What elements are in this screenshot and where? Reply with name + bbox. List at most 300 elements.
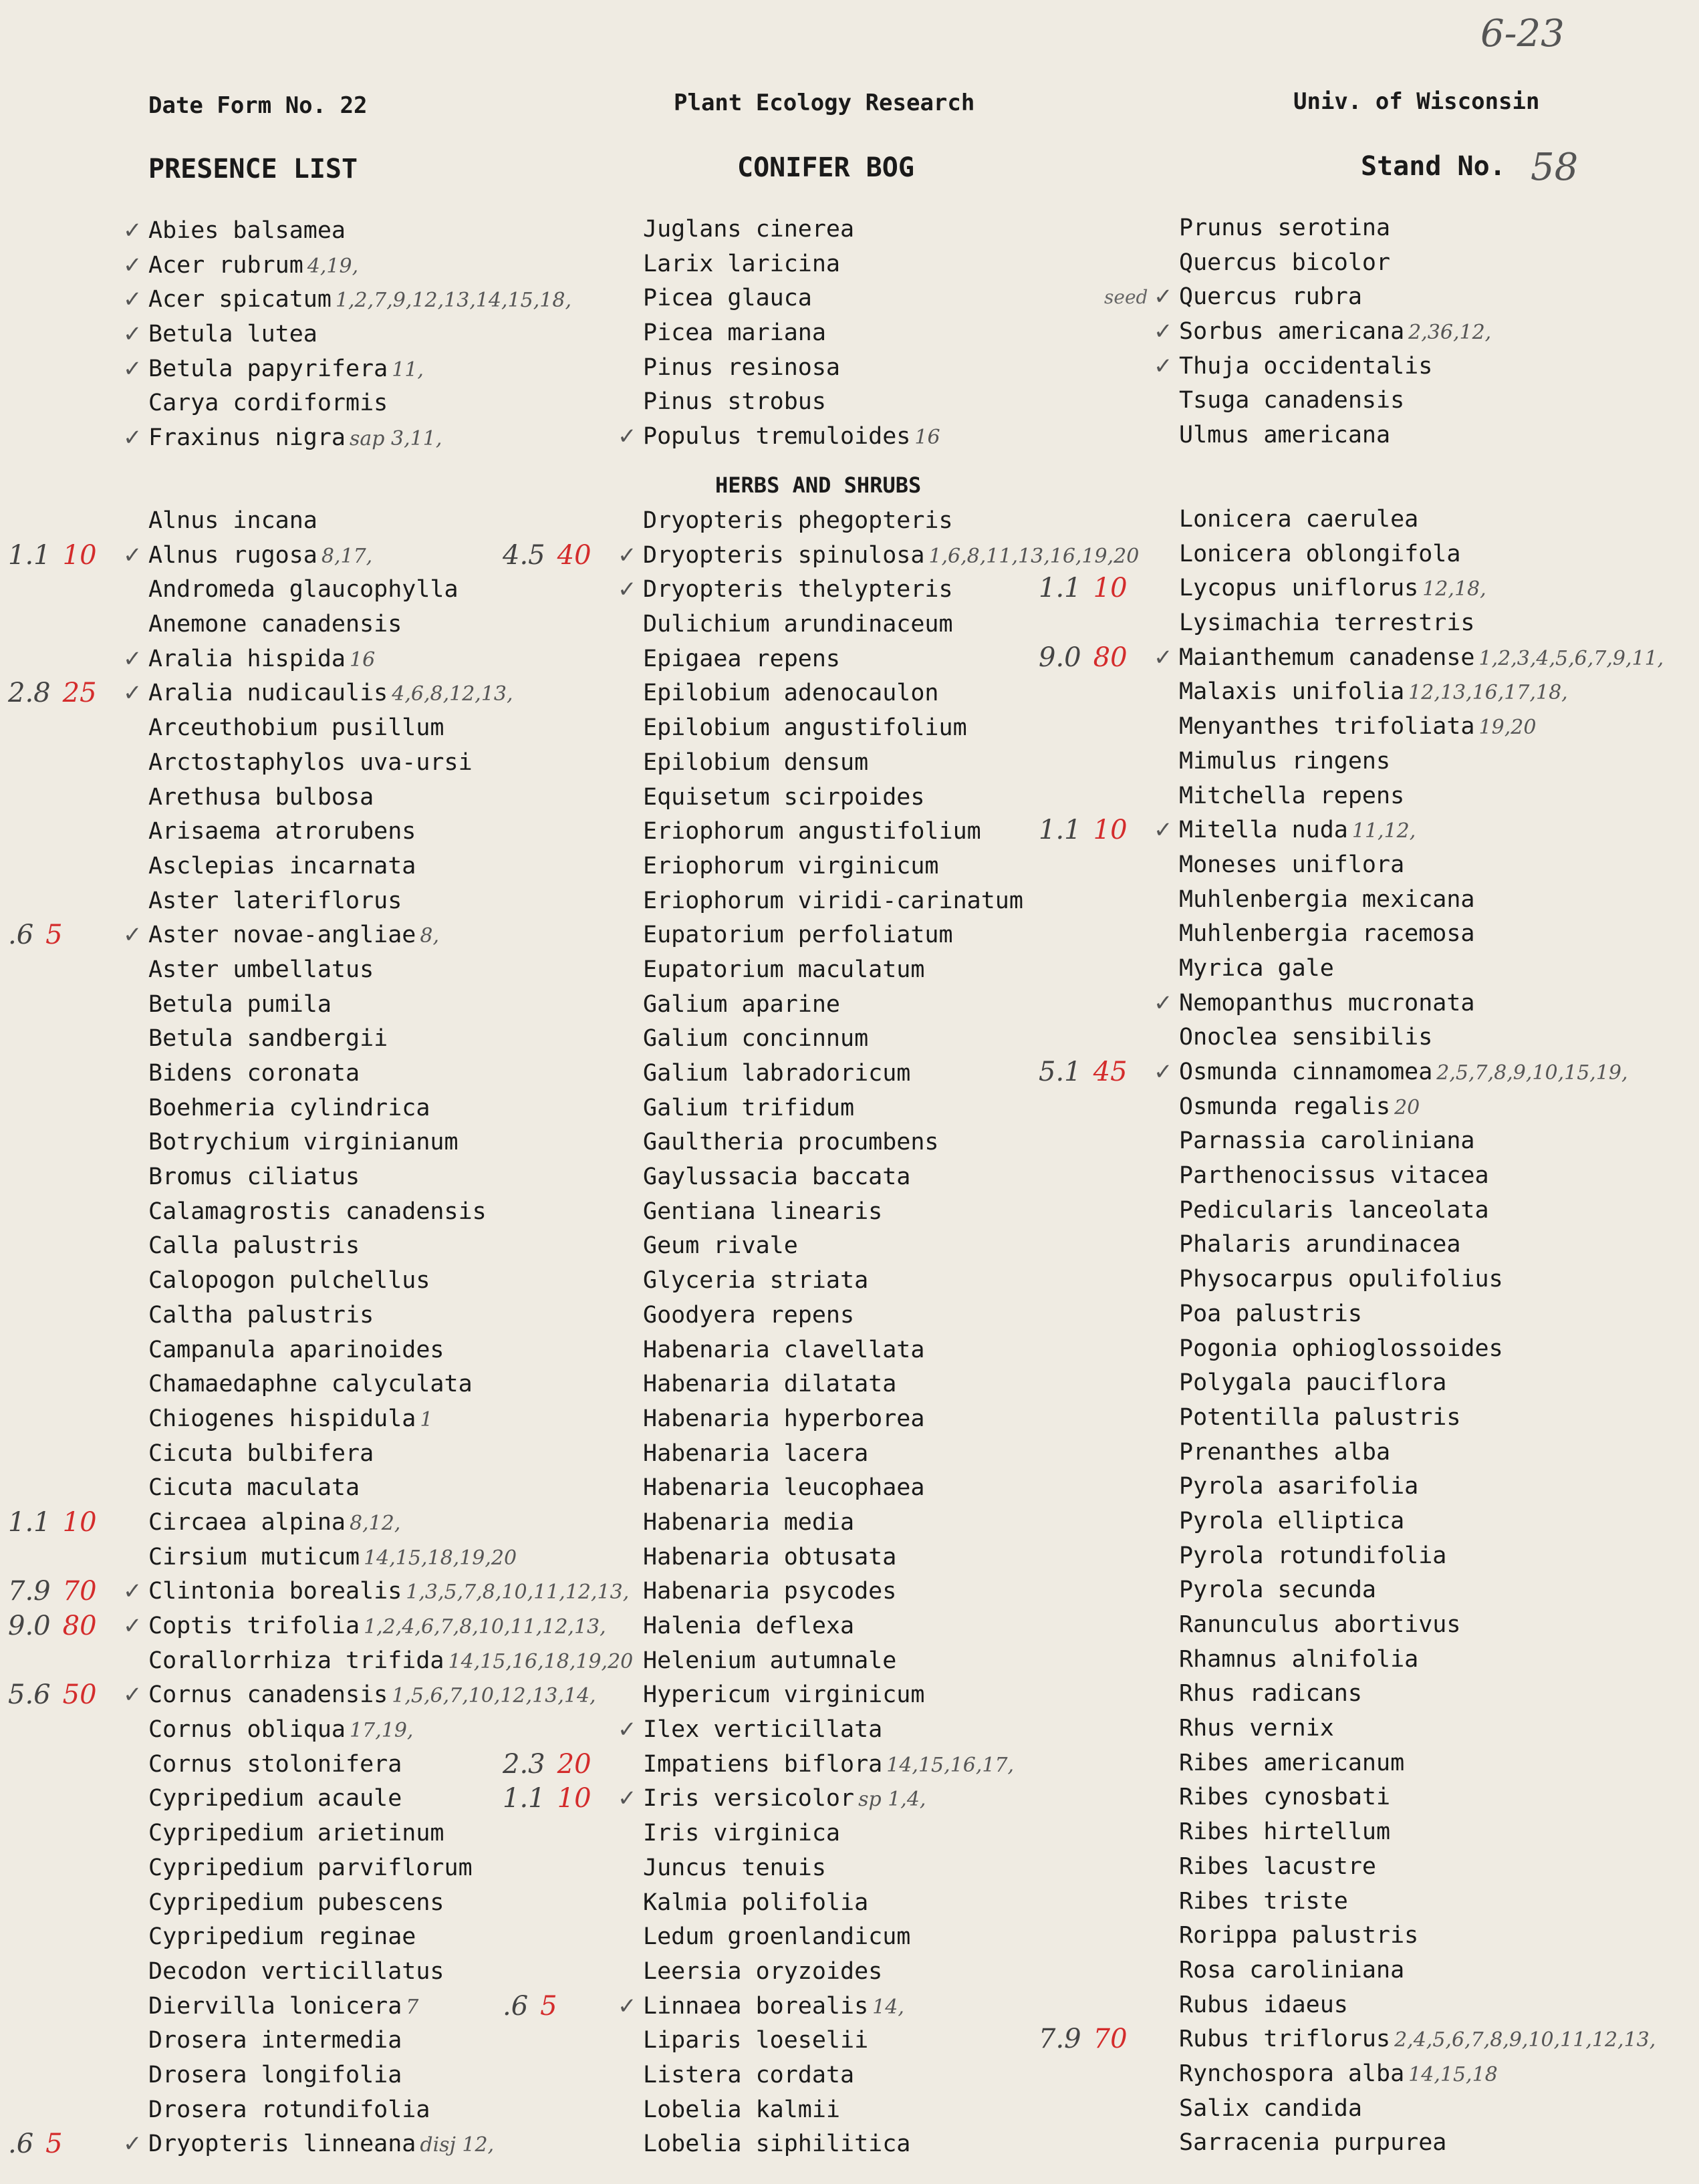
species-row — [148, 1333, 633, 1368]
species-name: Arisaema atrorubens — [148, 818, 416, 845]
species-row — [1179, 1643, 1664, 1677]
species-row — [1179, 1090, 1664, 1125]
species-name: Eupatorium perfoliatum — [643, 922, 953, 949]
species-name: Habenaria obtusata — [643, 1543, 897, 1571]
species-row — [643, 1644, 1139, 1679]
frequency-value: 9.0 — [1039, 642, 1081, 673]
species-row — [643, 1886, 1139, 1921]
percent-value: 45 — [1093, 1057, 1128, 1087]
frequency-value: 5.1 — [1039, 1057, 1081, 1087]
species-name: Pyrola asarifolia — [1179, 1473, 1419, 1500]
frequency-annotation — [1039, 571, 1128, 606]
species-name: Prunus serotina — [1179, 215, 1391, 241]
species-name: Epilobium adenocaulon — [643, 680, 939, 707]
species-name: Polygala pauciflora — [1179, 1369, 1447, 1397]
species-row — [1179, 952, 1664, 986]
species-row — [8, 1506, 633, 1540]
checkmark-icon: ✓ — [618, 576, 637, 603]
species-name: Kalmia polifolia — [643, 1889, 869, 1916]
species-name: Ilex verticillata — [643, 1716, 883, 1744]
species-name: Ledum groenlandicum — [643, 1923, 911, 1951]
handwritten-note: 7 — [406, 1995, 419, 2019]
handwritten-note: 4,6,8,12,13, — [392, 682, 513, 706]
species-name: Pyrola secunda — [1179, 1577, 1377, 1604]
species-name: Mitchella repens — [1179, 782, 1405, 809]
species-row — [148, 711, 633, 746]
species-row — [8, 1575, 633, 1609]
species-name: Caltha palustris — [148, 1301, 374, 1329]
species-name: Rubus triflorus — [1179, 2026, 1391, 2053]
species-name: Prenanthes alba — [1179, 1438, 1391, 1466]
species-row — [123, 214, 571, 249]
species-name: Muhlenbergia mexicana — [1179, 885, 1475, 913]
handwritten-note: 20 — [1394, 1095, 1420, 1119]
species-name: Impatiens biflora — [643, 1750, 883, 1778]
species-row — [148, 1229, 633, 1264]
species-name: Menyanthes trifoliata — [1179, 713, 1475, 740]
frequency-annotation — [503, 1782, 592, 1816]
species-row — [643, 884, 1139, 919]
species-row — [643, 746, 1139, 781]
handwritten-note: 8,17, — [321, 544, 373, 568]
frequency-value: 1.1 — [503, 1783, 545, 1814]
species-row — [1154, 350, 1491, 384]
species-name: Epilobium angustifolium — [643, 714, 967, 742]
species-row — [643, 1471, 1139, 1506]
handwritten-note: 1,5,6,7,10,12,13,14, — [392, 1684, 596, 1708]
stand-label: Stand No. — [1361, 151, 1506, 182]
checkmark-icon: ✓ — [618, 1785, 637, 1812]
species-row — [148, 1057, 633, 1091]
species-name: Geum rivale — [643, 1232, 798, 1260]
species-name: Chamaedaphne calyculata — [148, 1371, 473, 1398]
species-name: Osmunda cinnamomea — [1179, 1059, 1433, 1085]
species-row — [1179, 1401, 1664, 1436]
species-row — [148, 504, 633, 539]
species-row — [123, 249, 571, 283]
checkmark-icon: ✓ — [618, 423, 637, 450]
handwritten-note: 14,15,18,19,20 — [364, 1546, 517, 1570]
species-row — [148, 2058, 633, 2093]
handwritten-note: 12,18, — [1422, 577, 1486, 601]
species-name: Bidens coronata — [148, 1060, 360, 1087]
species-row — [148, 1402, 633, 1437]
species-name: Fraxinus nigra — [148, 424, 346, 452]
checkmark-icon: ✓ — [1154, 817, 1173, 844]
frequency-value: 9.0 — [8, 1611, 51, 1641]
species-row — [1179, 883, 1664, 918]
species-name: Gaultheria procumbens — [643, 1129, 939, 1156]
species-row — [148, 953, 633, 988]
species-name: Betula pumila — [148, 990, 332, 1018]
species-row — [1179, 537, 1664, 572]
species-row — [1104, 280, 1491, 315]
species-row — [148, 1125, 633, 1160]
species-name: Sorbus americana — [1179, 318, 1405, 346]
species-row — [1179, 710, 1664, 744]
species-row — [1179, 1124, 1664, 1159]
species-name: Pyrola rotundifolia — [1179, 1542, 1447, 1569]
frequency-value: .6 — [8, 920, 34, 951]
species-name: Liparis loeselii — [643, 2027, 869, 2054]
species-row — [148, 1471, 633, 1506]
species-name: Clintonia borealis — [148, 1578, 402, 1605]
species-row — [1179, 1850, 1664, 1885]
handwritten-note: 14,15,16,17, — [886, 1753, 1015, 1777]
checkmark-icon: ✓ — [1154, 1059, 1173, 1085]
species-name: Galium labradoricum — [643, 1060, 911, 1087]
species-name: Rynchospora alba — [1179, 2060, 1405, 2087]
species-name: Potentilla palustris — [1179, 1403, 1461, 1431]
species-name: Populus tremuloides — [643, 423, 911, 450]
checkmark-icon: ✓ — [123, 217, 142, 244]
handwritten-note: 11, — [392, 358, 424, 382]
species-row — [643, 1022, 1139, 1057]
species-name: Picea glauca — [643, 285, 812, 312]
species-row — [8, 1678, 633, 1713]
species-name: Dryopteris phegopteris — [643, 507, 953, 534]
handwritten-note: 8,12, — [350, 1511, 401, 1535]
species-name: Quercus rubra — [1179, 283, 1362, 311]
species-name: Rhus radicans — [1179, 1680, 1362, 1708]
species-name: Acer rubrum — [148, 251, 303, 279]
species-row — [1039, 2022, 1664, 2057]
species-row — [148, 1299, 633, 1333]
species-row — [1179, 1573, 1664, 1608]
checkmark-icon: ✓ — [123, 680, 142, 707]
species-row — [643, 1402, 1139, 1437]
species-name: Rhus vernix — [1179, 1715, 1334, 1742]
species-row — [1179, 1470, 1664, 1504]
species-name: Betula sandbergii — [148, 1025, 388, 1053]
species-row — [643, 849, 1139, 884]
species-row — [148, 1437, 633, 1472]
frequency-annotation — [8, 676, 97, 711]
checkmark-icon: ✓ — [123, 321, 142, 348]
handwritten-note: 4,19, — [307, 254, 359, 278]
frequency-annotation — [8, 1575, 97, 1609]
species-name: Moneses uniflora — [1179, 851, 1405, 878]
species-row — [123, 283, 571, 317]
species-row — [123, 352, 571, 387]
percent-value: 40 — [557, 539, 592, 571]
species-row — [148, 988, 633, 1022]
frequency-value: 2.8 — [8, 678, 51, 709]
species-name: Iris versicolor — [643, 1785, 855, 1812]
species-name: Eriophorum viridi-carinatum — [643, 887, 1023, 914]
species-name: Acer spicatum — [148, 286, 332, 313]
species-name: Arethusa bulbosa — [148, 783, 374, 811]
species-name: Rhamnus alnifolia — [1179, 1645, 1419, 1673]
species-row — [1039, 813, 1664, 848]
frequency-value: 5.6 — [8, 1679, 51, 1711]
species-name: Aster umbellatus — [148, 956, 374, 983]
species-name: Dryopteris thelypteris — [643, 576, 953, 603]
species-name: Calamagrostis canadensis — [148, 1198, 487, 1225]
checkmark-icon: ✓ — [123, 1578, 142, 1605]
frequency-value: 4.5 — [503, 539, 545, 571]
prefix-note: seed — [1104, 286, 1148, 309]
species-name: Halenia deflexa — [643, 1613, 855, 1639]
species-name: Mitella nuda — [1179, 817, 1348, 844]
species-name: Parthenocissus vitacea — [1179, 1162, 1489, 1190]
species-row — [503, 1990, 1139, 2024]
species-row — [148, 1990, 633, 2024]
species-row — [1179, 744, 1664, 779]
species-name: Larix laricina — [643, 250, 841, 277]
frequency-annotation — [1039, 2022, 1128, 2057]
species-name: Campanula aparinoides — [148, 1336, 444, 1363]
frequency-annotation — [8, 918, 63, 953]
species-name: Epilobium densum — [643, 748, 869, 776]
species-row — [1154, 315, 1492, 350]
species-row — [643, 2127, 1139, 2162]
species-name: Chiogenes hispidula — [148, 1405, 416, 1432]
species-row — [148, 884, 633, 919]
species-row — [1039, 1055, 1664, 1090]
species-row — [643, 1091, 1139, 1126]
species-row — [148, 1955, 633, 1990]
species-name: Ribes triste — [1179, 1887, 1348, 1915]
species-name: Ribes lacustre — [1179, 1853, 1377, 1880]
handwritten-note: 1 — [420, 1407, 433, 1431]
trees-column-1 — [123, 214, 571, 456]
species-row — [643, 1367, 1139, 1402]
species-row — [123, 642, 633, 677]
species-row — [1179, 848, 1664, 883]
handwritten-note: 11,12, — [1351, 819, 1416, 843]
species-row — [643, 676, 1139, 711]
species-row — [148, 1091, 633, 1126]
percent-value: 80 — [1093, 642, 1128, 673]
program-name: Plant Ecology Research — [674, 90, 975, 116]
species-row — [1179, 1332, 1664, 1367]
species-name: Cornus canadensis — [148, 1681, 388, 1709]
species-name: Lysimachia terrestris — [1179, 609, 1475, 637]
handwritten-note: 1,2,3,4,5,6,7,9,11, — [1478, 646, 1664, 670]
frequency-annotation — [8, 1678, 97, 1713]
species-name: Helenium autumnale — [643, 1647, 897, 1674]
species-name: Quercus bicolor — [1179, 249, 1391, 276]
species-row — [643, 1333, 1139, 1368]
species-row — [148, 815, 633, 849]
frequency-value: .6 — [503, 1990, 529, 2022]
species-name: Salix candida — [1179, 2094, 1362, 2122]
species-row — [643, 385, 940, 420]
checkmark-icon: ✓ — [123, 2131, 142, 2158]
species-row — [148, 1644, 633, 1679]
percent-value: 25 — [62, 678, 97, 709]
species-row — [643, 1195, 1139, 1230]
checkmark-icon: ✓ — [123, 541, 142, 569]
percent-value: 5 — [45, 2129, 63, 2160]
frequency-annotation — [1039, 1055, 1128, 1090]
species-name: Lycopus uniflorus — [1179, 575, 1419, 602]
species-row — [1179, 1436, 1664, 1470]
frequency-value: 1.1 — [8, 539, 51, 571]
species-name: Galium aparine — [643, 990, 841, 1018]
species-row — [1179, 779, 1664, 814]
handwritten-note: 8, — [420, 924, 439, 948]
frequency-value: 7.9 — [1039, 2024, 1081, 2055]
percent-value: 10 — [557, 1783, 592, 1814]
species-row — [643, 281, 940, 316]
checkmark-icon: ✓ — [1154, 644, 1173, 671]
species-row — [643, 247, 940, 282]
species-row — [1179, 1677, 1664, 1712]
species-name: Bromus ciliatus — [148, 1164, 360, 1191]
species-name: Decodon verticillatus — [148, 1957, 444, 1985]
species-name: Tsuga canadensis — [1179, 387, 1405, 414]
species-name: Cypripedium parviflorum — [148, 1854, 473, 1881]
species-name: Ribes hirtellum — [1179, 1818, 1391, 1846]
checkmark-icon: ✓ — [123, 286, 142, 313]
species-row — [1179, 1919, 1664, 1953]
frequency-annotation — [503, 539, 592, 573]
species-name: Ribes americanum — [1179, 1749, 1405, 1776]
species-row — [643, 1437, 1139, 1472]
handwritten-note: sap 3,11, — [350, 427, 442, 451]
species-name: Cypripedium acaule — [148, 1785, 402, 1812]
species-row — [503, 1782, 1139, 1816]
species-row — [1179, 1712, 1664, 1746]
handwritten-note: 2,4,5,6,7,8,9,10,11,12,13, — [1394, 2028, 1656, 2052]
species-name: Boehmeria cylindrica — [148, 1094, 430, 1121]
species-row — [643, 1506, 1139, 1540]
species-name: Drosera longifolia — [148, 2061, 402, 2088]
species-name: Circaea alpina — [148, 1508, 346, 1536]
frequency-annotation — [8, 1609, 97, 1644]
species-name: Botrychium virginianum — [148, 1129, 459, 1156]
species-name: Drosera intermedia — [148, 2027, 402, 2054]
species-row — [148, 1713, 633, 1748]
frequency-value: .6 — [8, 2129, 34, 2160]
species-name: Diervilla lonicera — [148, 1992, 402, 2020]
frequency-annotation — [503, 1748, 592, 1782]
species-row — [123, 421, 571, 456]
species-name: Glyceria striata — [643, 1267, 869, 1294]
species-row — [1179, 1815, 1664, 1850]
species-row — [1179, 1539, 1664, 1574]
species-name: Lobelia kalmii — [643, 2096, 841, 2123]
species-name: Alnus rugosa — [148, 541, 317, 569]
checkmark-icon: ✓ — [618, 1716, 637, 1744]
species-row — [643, 607, 1139, 642]
species-row — [148, 1195, 633, 1230]
species-row — [643, 711, 1139, 746]
species-name: Habenaria psycodes — [643, 1578, 897, 1605]
species-name: Phalaris arundinacea — [1179, 1231, 1461, 1258]
species-name: Rosa caroliniana — [1179, 1956, 1405, 1984]
species-name: Linnaea borealis — [643, 1992, 869, 2020]
handwritten-note: 16 — [914, 426, 940, 450]
handwritten-note: 16 — [350, 648, 376, 672]
percent-value: 80 — [62, 1611, 97, 1641]
species-row — [643, 1920, 1139, 1955]
species-name: Habenaria leucophaea — [643, 1474, 925, 1502]
species-name: Pinus strobus — [643, 388, 826, 416]
herbs-heading: HERBS AND SHRUBS — [715, 472, 922, 498]
species-name: Betula lutea — [148, 321, 317, 348]
species-row — [1179, 503, 1664, 537]
species-name: Carya cordiformis — [148, 390, 388, 417]
species-row — [1179, 1194, 1664, 1228]
species-row — [643, 2058, 1139, 2093]
species-row — [148, 2093, 633, 2128]
species-row — [643, 504, 1139, 539]
species-name: Cirsium muticum — [148, 1543, 360, 1571]
species-name: Cornus stolonifera — [148, 1750, 402, 1778]
species-row — [148, 1022, 633, 1057]
handwritten-note: 19,20 — [1478, 716, 1537, 740]
species-name: Eupatorium maculatum — [643, 956, 925, 983]
percent-value: 70 — [1093, 2024, 1128, 2055]
checkmark-icon: ✓ — [1154, 352, 1173, 380]
frequency-annotation — [1039, 813, 1128, 848]
handwritten-note: 1,6,8,11,13,16,19,20 — [928, 544, 1140, 568]
species-name: Calopogon pulchellus — [148, 1267, 430, 1294]
species-row — [1154, 986, 1664, 1021]
species-row — [8, 676, 633, 711]
species-name: Aralia hispida — [148, 645, 346, 672]
species-row — [643, 988, 1139, 1022]
species-name: Arceuthobium pusillum — [148, 714, 444, 742]
species-row — [1039, 571, 1664, 606]
species-name: Habenaria hyperborea — [643, 1405, 925, 1432]
species-row — [643, 1160, 1139, 1195]
checkmark-icon: ✓ — [618, 541, 637, 569]
species-row — [1179, 384, 1491, 418]
species-row — [643, 781, 1139, 815]
species-name: Anemone canadensis — [148, 611, 402, 638]
species-name: Goodyera repens — [643, 1301, 855, 1329]
species-name: Lonicera oblongifola — [1179, 540, 1461, 567]
species-name: Cicuta maculata — [148, 1474, 360, 1502]
species-row — [148, 849, 633, 884]
checkmark-icon: ✓ — [123, 355, 142, 382]
species-row — [643, 1851, 1139, 1886]
species-name: Ribes cynosbati — [1179, 1784, 1391, 1811]
species-row — [1179, 418, 1491, 453]
species-row — [618, 420, 940, 454]
species-row — [643, 1125, 1139, 1160]
trees-column-2 — [618, 213, 940, 454]
species-name: Abies balsamea — [148, 217, 346, 244]
species-name: Onoclea sensibilis — [1179, 1024, 1433, 1051]
handwritten-note: 14,15,16,18,19,20 — [448, 1649, 634, 1673]
species-row — [1179, 2126, 1664, 2161]
handwritten-note: 17,19, — [350, 1719, 414, 1743]
species-name: Juncus tenuis — [643, 1854, 826, 1881]
species-name: Eriophorum virginicum — [643, 852, 939, 879]
handwritten-note: 2,5,7,8,9,10,15,19, — [1436, 1061, 1628, 1085]
species-row — [148, 746, 633, 781]
species-name: Thuja occidentalis — [1179, 352, 1433, 380]
species-row — [8, 2127, 633, 2162]
frequency-annotation — [8, 539, 97, 573]
species-row — [1179, 1262, 1664, 1297]
species-name: Eriophorum angustifolium — [643, 818, 981, 845]
species-name: Habenaria clavellata — [643, 1336, 925, 1363]
checkmark-icon: ✓ — [123, 1681, 142, 1709]
species-name: Poa palustris — [1179, 1300, 1362, 1327]
percent-value: 50 — [62, 1679, 97, 1711]
checkmark-icon: ✓ — [1154, 283, 1173, 311]
species-name: Mimulus ringens — [1179, 747, 1391, 775]
herbs-column-1 — [8, 504, 634, 2162]
species-name: Myrica gale — [1179, 954, 1334, 982]
species-name: Coptis trifolia — [148, 1613, 360, 1639]
